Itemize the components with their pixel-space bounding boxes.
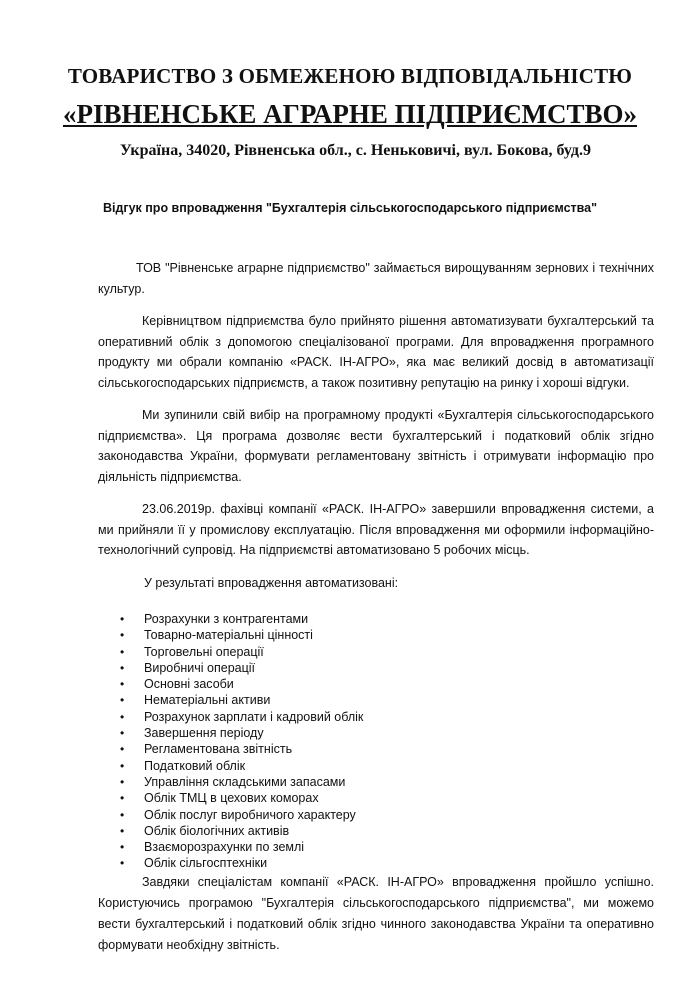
- list-item-label: Облік послуг виробничого характеру: [144, 807, 356, 822]
- list-item: [98, 692, 654, 708]
- list-intro: У результаті впровадження автоматизовані:: [144, 575, 399, 590]
- bullet-icon: •: [120, 823, 125, 838]
- document-title: Відгук про впровадження "Бухгалтерія сільськогосподарського підприємства": [102, 201, 598, 215]
- bullet-icon: •: [120, 677, 125, 692]
- list-item: [98, 758, 654, 774]
- document-body: [98, 258, 654, 956]
- list-item-label: Взаєморозрахунки по землі: [144, 840, 305, 855]
- bullet-icon: •: [120, 644, 125, 659]
- bullet-icon: •: [120, 660, 125, 675]
- list-item: [98, 790, 654, 806]
- list-item: [98, 839, 654, 855]
- list-item: [98, 627, 654, 643]
- list-item-label: Основні засоби: [144, 677, 234, 692]
- company-name-heading: «РІВНЕНСЬКЕ АГРАРНЕ ПІДПРИЄМСТВО»: [62, 99, 638, 129]
- list-item: [98, 611, 654, 627]
- list-item-label: Товарно-матеріальні цінності: [144, 628, 313, 643]
- list-item-label: Завершення періоду: [144, 726, 264, 741]
- bullet-icon: •: [120, 856, 125, 871]
- list-item-label: Податковий облік: [144, 758, 246, 773]
- list-item-label: Торговельні операції: [144, 644, 264, 659]
- bullet-icon: •: [120, 693, 125, 708]
- automated-features-list: [98, 611, 654, 872]
- paragraph-closing: Завдяки спеціалістам компанії «РАСК. ІН-АГРО» впровадження пройшло успішно. Користуючись програмою "Бухгалтерія сільськогосподарського підприємства", ми можемо вести бухгалтерський і податковий облік згідно чинного законодавства України та оперативно формувати необхідну звітність.: [98, 874, 654, 952]
- bullet-icon: •: [120, 612, 125, 626]
- list-item-label: Регламентована звітність: [144, 742, 293, 757]
- paragraph-intro: ТОВ "Рівненське аграрне підприємство" займається вирощуванням зернових і технічних культур.: [98, 261, 654, 296]
- paragraph-implementation: 23.06.2019р. фахівці компанії «РАСК. ІН-АГРО» завершили впровадження системи, а ми прийняли її у промислову експлуатацію. Після впровадження ми оформили інформаційно-технологічний супровід. На підприємстві автоматизовано 5 робочих місць.: [98, 502, 654, 557]
- paragraph-choice: Ми зупинили свій вибір на програмному продукті «Бухгалтерія сільськогосподарського підприємства». Ця програма дозволяє вести бухгалтерський і податковий облік згідно законодавства України, формувати регламентовану звітність і отримувати інформацію про діяльність підприємства.: [98, 408, 654, 484]
- list-item: [98, 855, 654, 871]
- bullet-icon: •: [120, 807, 125, 822]
- paragraph-decision: Керівництвом підприємства було прийнято рішення автоматизувати бухгалтерський та оперативний облік з допомогою спеціалізованої програми. Для впровадження програмного продукту ми обрали компанію «РАСК. ІН-АГРО», яка має великий досвід в автоматизації сільськогосподарських підприємств, а також позитивну репутацію на ринку і хороші відгуки.: [98, 314, 654, 390]
- list-item: [98, 676, 654, 692]
- list-item-label: Нематеріальні активи: [144, 693, 271, 708]
- bullet-icon: •: [120, 791, 125, 806]
- list-item: [98, 709, 654, 725]
- list-item-label: Розрахунок зарплати і кадровий облік: [144, 709, 364, 724]
- list-item-label: Розрахунки з контрагентами: [144, 612, 309, 626]
- list-item-label: Облік біологічних активів: [144, 823, 290, 838]
- bullet-icon: •: [120, 726, 125, 741]
- list-item: [98, 644, 654, 660]
- bullet-icon: •: [120, 774, 125, 789]
- bullet-icon: •: [120, 628, 125, 643]
- bullet-icon: •: [120, 758, 125, 773]
- list-item-label: Облік сільгосптехніки: [144, 856, 268, 871]
- company-type-heading: ТОВАРИСТВО З ОБМЕЖЕНОЮ ВІДПОВІДАЛЬНІСТЮ: [67, 64, 633, 88]
- bullet-icon: •: [120, 840, 125, 855]
- list-item-label: Управління складськими запасами: [144, 774, 346, 789]
- list-item-label: Виробничі операції: [144, 660, 256, 675]
- list-item: [98, 774, 654, 790]
- list-item: [98, 741, 654, 757]
- list-item: [98, 660, 654, 676]
- list-item: [98, 823, 654, 839]
- list-item: [98, 725, 654, 741]
- list-item-label: Облік ТМЦ в цехових коморах: [144, 791, 319, 806]
- company-address: Україна, 34020, Рівненська обл., с. Неньковичі, вул. Бокова, буд.9: [120, 142, 591, 159]
- bullet-icon: •: [120, 742, 125, 757]
- bullet-icon: •: [120, 709, 125, 724]
- list-item: [98, 807, 654, 823]
